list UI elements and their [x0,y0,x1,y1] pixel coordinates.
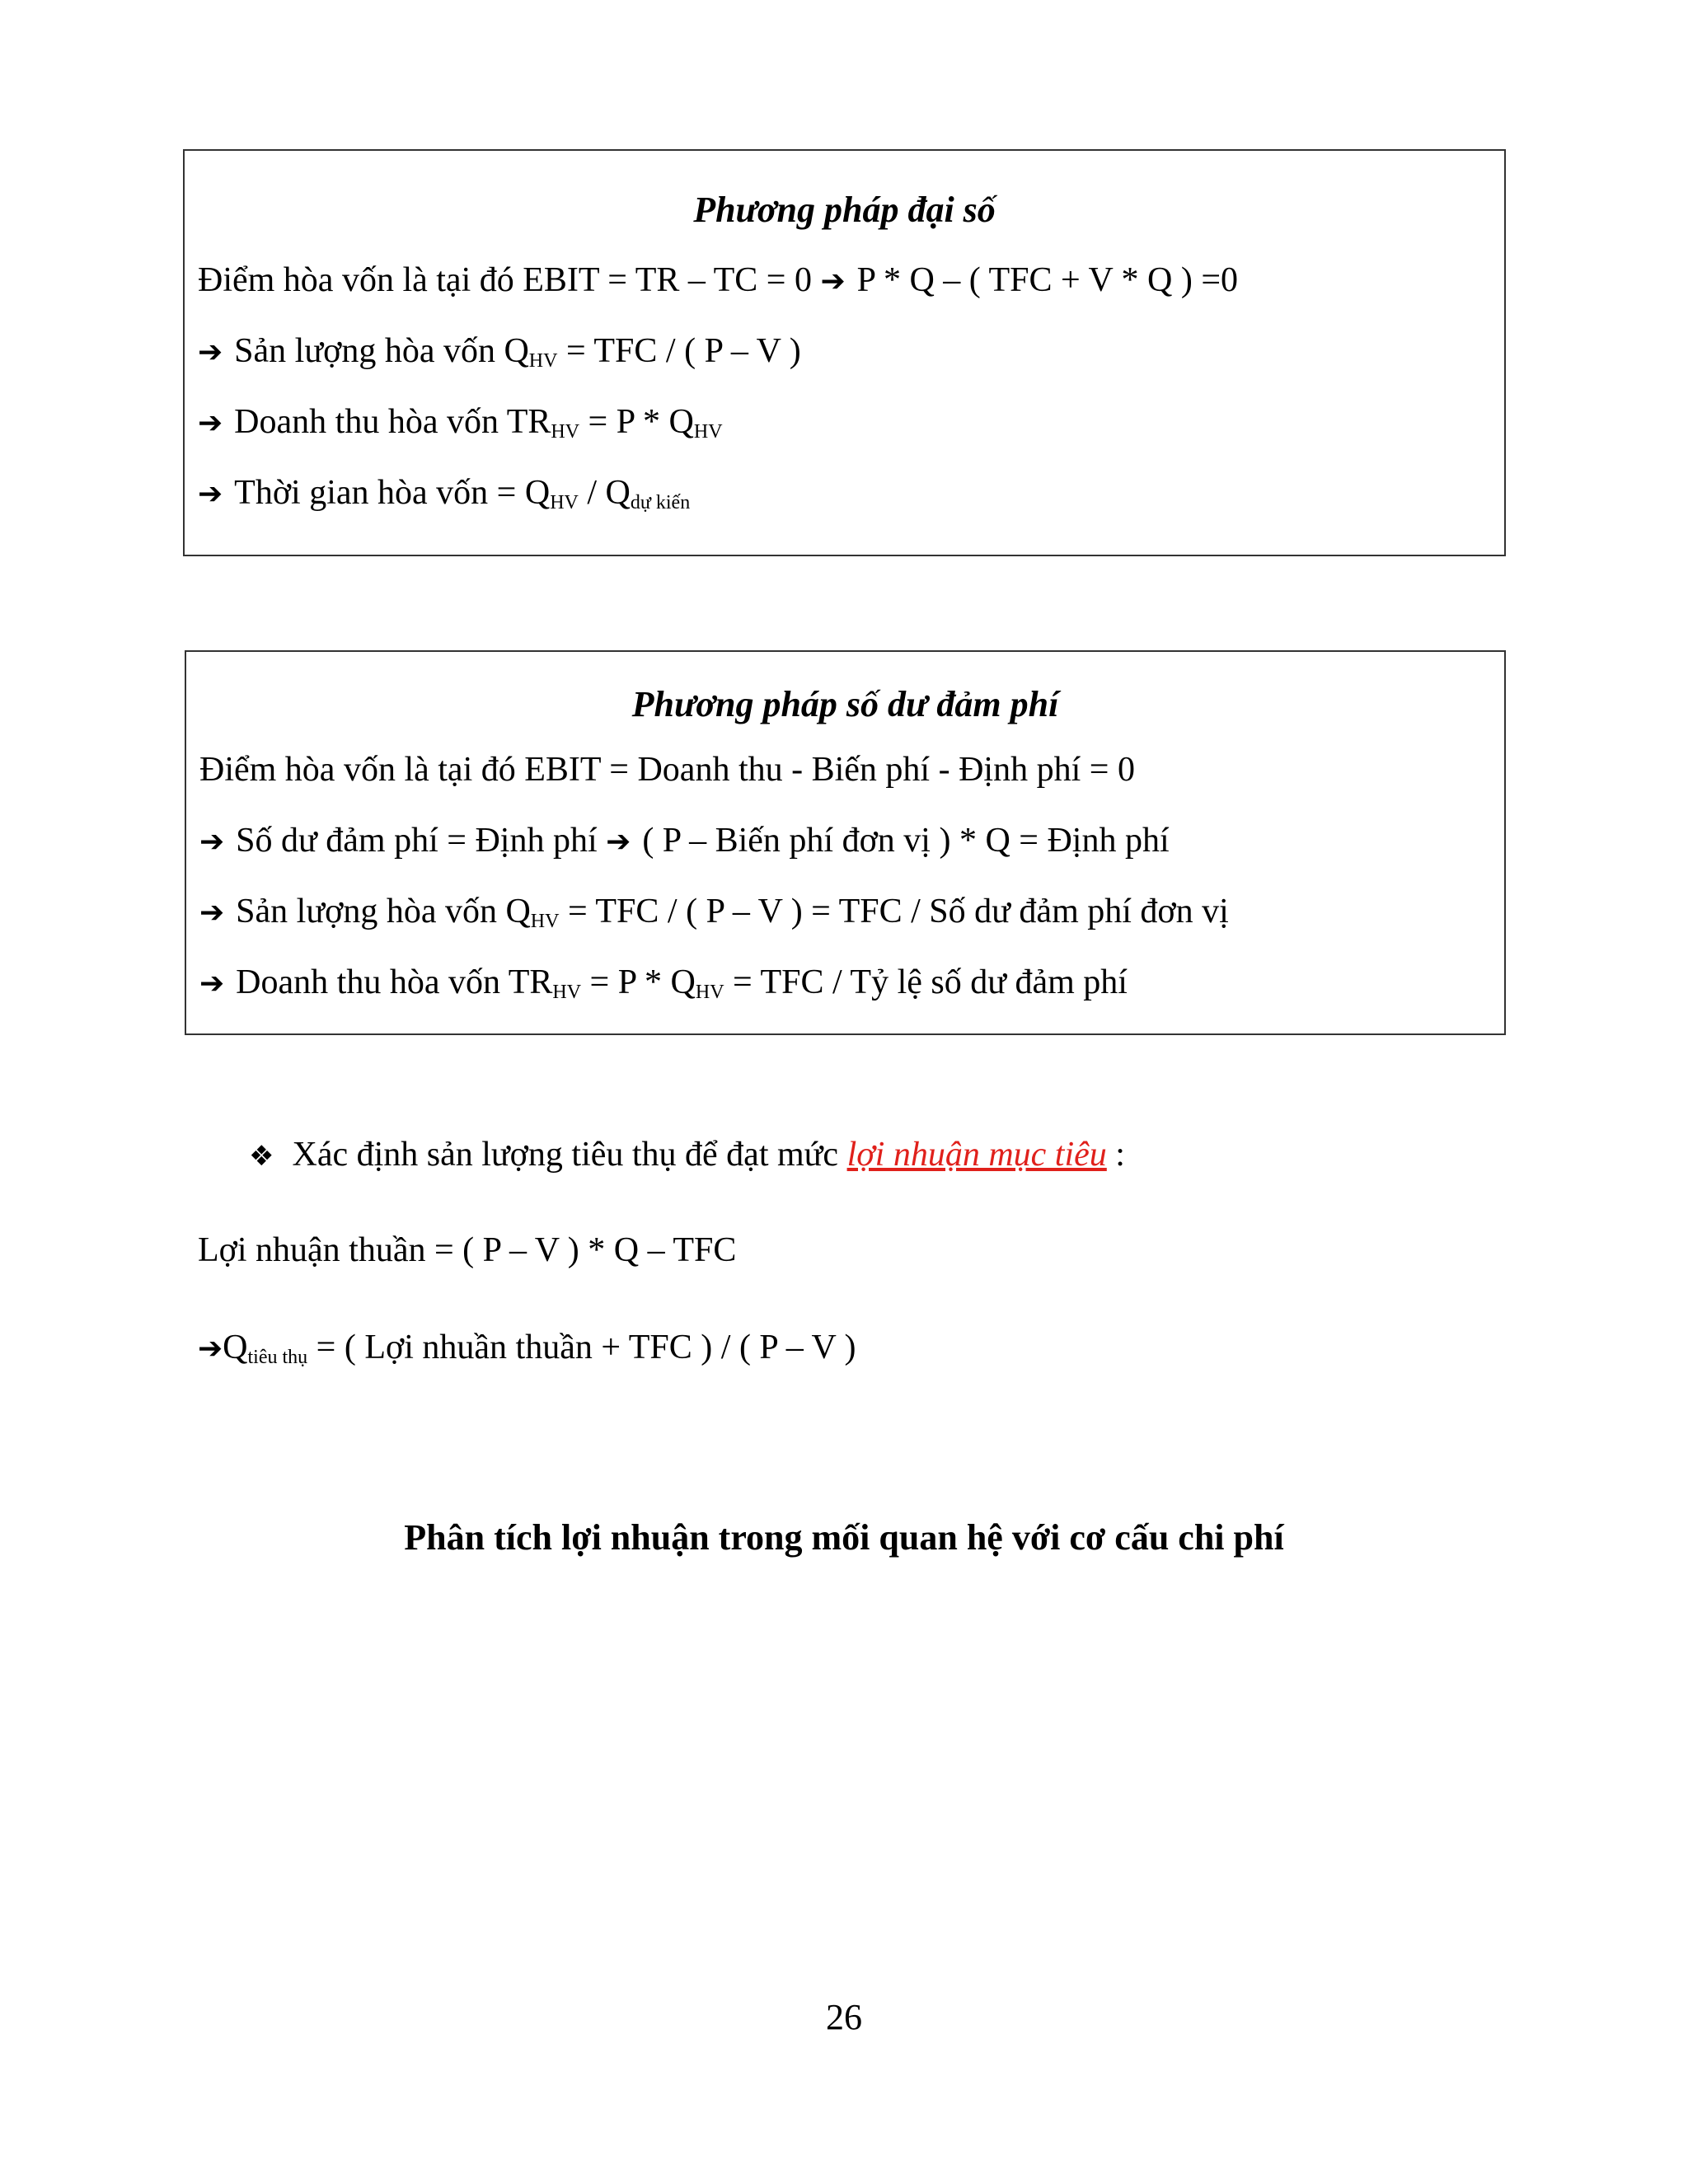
arrow-right-icon: ➔ [820,265,846,298]
arrow-right-icon: ➔ [199,896,225,930]
page-number: 26 [826,1997,862,2037]
algebra-line-4: ➔ Thời gian hòa vốn = $Q_{HV} / Q_{dự kiến}$ [198,474,691,513]
contribution-line-3: ➔ Sản lượng hòa vốn $Q_{HV}$ = TFC / ( P – V ) = TFC / Số dư đảm phí đơn vị [199,893,1229,932]
arrow-right-icon: ➔ [199,967,225,1001]
contribution-line-4: ➔ Doanh thu hòa vốn $TR_{HV} = P * Q_{HV}$ = TFC / Tỷ lệ số dư đảm phí [199,963,1128,1003]
sales-volume-formula: $➔Q_{tiêu thụ}$ = ( Lợi nhuần thuần + TFC ) / ( P – V ) [198,1329,856,1368]
algebra-line-1: Điểm hòa vốn là tại đó EBIT = TR – TC = 0 ➔ P * Q – ( TFC + V * Q ) =0 [198,261,1239,299]
contribution-method-title: Phương pháp số dư đảm phí [631,684,1059,724]
arrow-right-icon: ➔ [198,406,223,440]
contribution-line-1: Điểm hòa vốn là tại đó EBIT = Doanh thu - Biến phí - Định phí = 0 [199,751,1135,789]
section-heading: Phân tích lợi nhuận trong mối quan hệ với cơ cấu chi phí [404,1517,1284,1558]
target-profit-highlight: lợi nhuận mục tiêu [846,1136,1107,1174]
diamond-bullet-icon: ❖ [249,1140,274,1173]
arrow-right-icon: ➔ [198,477,223,511]
contribution-method-box [185,650,1506,1035]
target-profit-bullet: ❖ Xác định sản lượng tiêu thụ để đạt mức lợi nhuận mục tiêu : [249,1136,1125,1174]
algebra-line-3: ➔ Doanh thu hòa vốn $TR_{HV} = P * Q_{HV}$ [198,403,723,443]
arrow-right-icon: ➔ [606,825,631,859]
algebra-line-2: ➔ Sản lượng hòa vốn $Q_{HV}$ = TFC / ( P – V ) [198,332,801,372]
contribution-line-2: ➔ Số dư đảm phí = Định phí ➔ ( P – Biến phí đơn vị ) * Q = Định phí [199,822,1170,860]
net-profit-formula: Lợi nhuận thuần = ( P – V ) * Q – TFC [198,1231,737,1269]
algebra-method-box [183,149,1506,556]
algebra-method-title: Phương pháp đại số [693,190,996,230]
arrow-right-icon: ➔ [199,825,225,859]
arrow-right-icon: ➔ [198,1332,223,1366]
arrow-right-icon: ➔ [198,335,223,369]
